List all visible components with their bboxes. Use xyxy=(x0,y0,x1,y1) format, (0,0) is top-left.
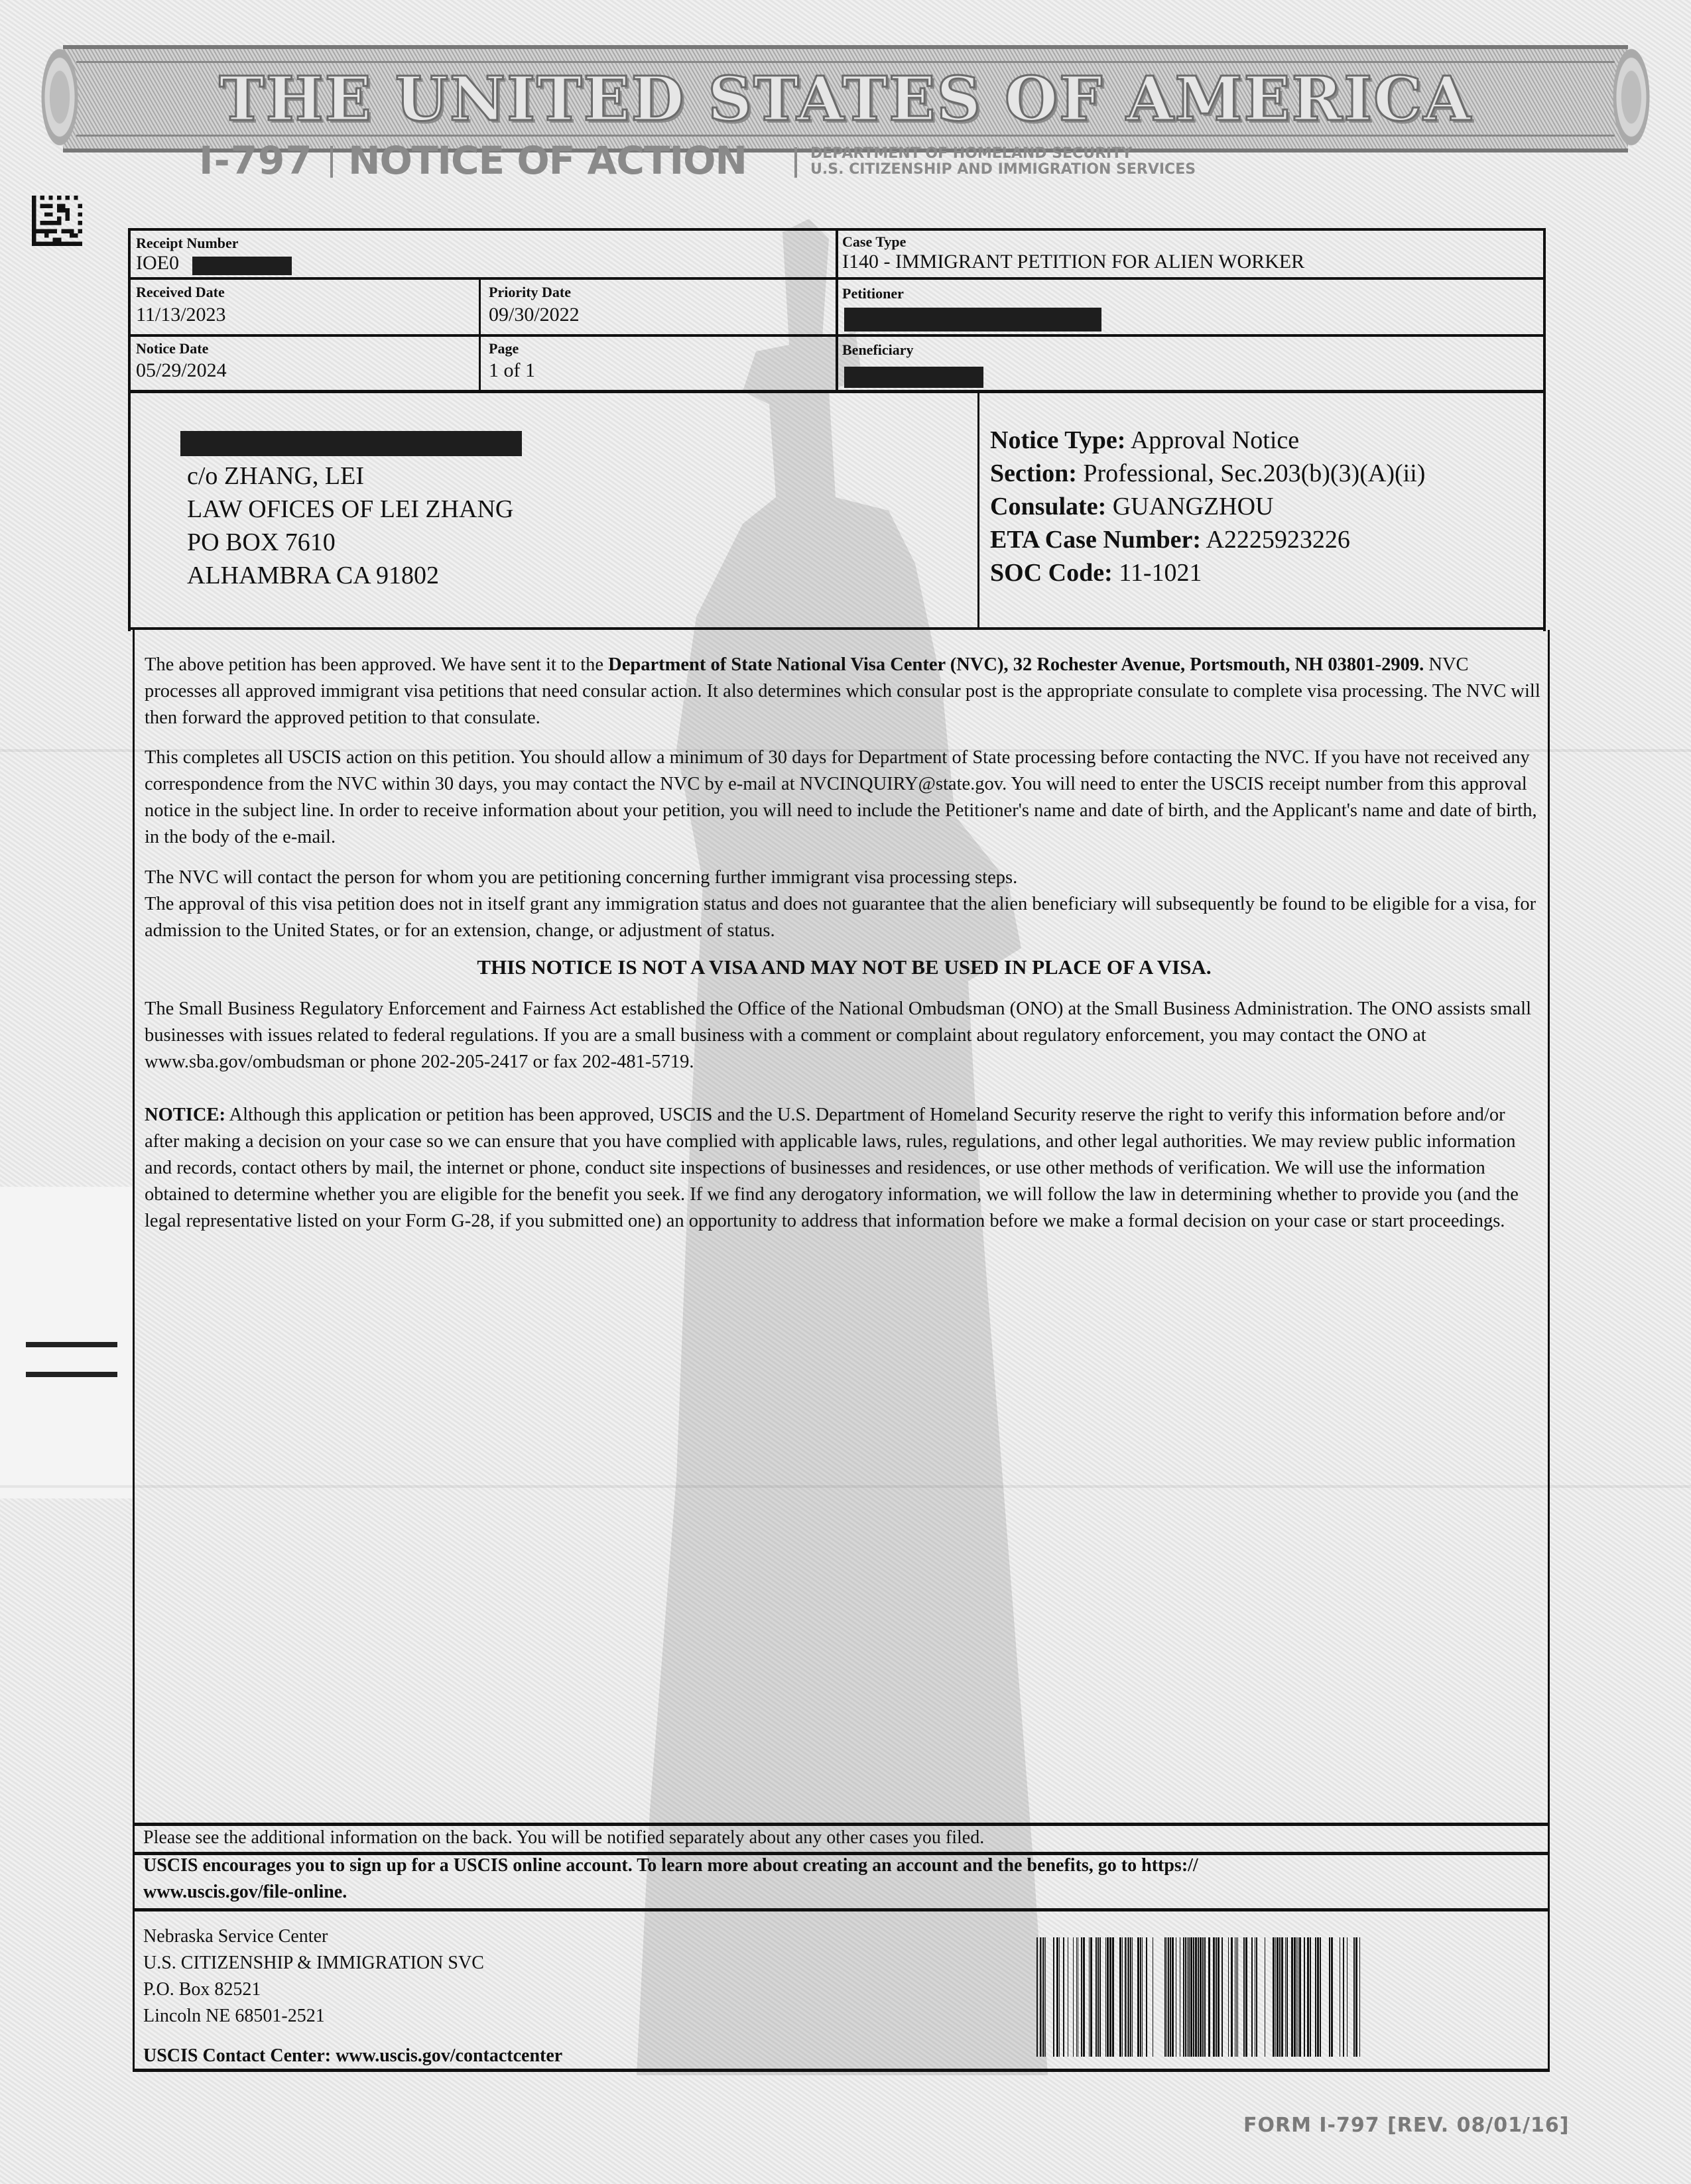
grid-border xyxy=(1543,393,1546,631)
grid-border xyxy=(977,393,979,629)
consulate-label: Consulate: xyxy=(990,493,1107,520)
paragraph-uscis-action xyxy=(145,745,1544,851)
datamatrix-code-icon xyxy=(32,196,82,246)
soc-code-value: 11-1021 xyxy=(1119,559,1202,587)
notice-type-label: Notice Type: xyxy=(990,426,1126,454)
text: The above petition has been approved. We have sent it to the xyxy=(145,654,609,675)
form-revision: FORM I-797 [REV. 08/01/16] xyxy=(1243,2114,1570,2137)
soc-code xyxy=(990,558,1202,587)
footer-border xyxy=(1548,1823,1550,2071)
grid-border xyxy=(479,277,481,393)
footer-border xyxy=(133,2069,1550,2072)
grid-border xyxy=(836,228,838,393)
contact-center-link[interactable]: USCIS Contact Center: www.uscis.gov/contactcenter xyxy=(143,2045,563,2066)
notice-title: NOTICE OF ACTION xyxy=(348,138,747,183)
banner-title: THE UNITED STATES OF AMERICA xyxy=(219,63,1472,135)
received-date-label: Received Date xyxy=(136,284,225,300)
text: Although this application or petition has been approved, USCIS and the U.S. Department of Homeland Security reserve the right to verify this information before and/or after making a decision on your case so we can ensure that you have complied with applicable laws, rules, regulations, and other legal authorities. We may review public information and records, contact others by mail, the internet or phone, conduct site inspections of businesses and residences, or use other methods of verification. We will use the information obtained to determine whether you are eligible for the benefit you seek. If we find any derogatory information, we will follow the law in determining whether to provide you (and the legal representative listed on your Form G-28, if you submitted one) an opportunity to address that information before we make a formal decision on your case or start proceedings. xyxy=(145,1105,1519,1231)
text: The NVC will contact the person for whom you are petitioning concerning further immigrant visa processing steps. xyxy=(145,867,1018,888)
body-border xyxy=(133,630,135,1823)
footer-border xyxy=(133,1823,135,2071)
redaction-bar xyxy=(180,431,522,456)
paragraph-ombudsman xyxy=(145,996,1544,1075)
case-type-value: I140 - IMMIGRANT PETITION FOR ALIEN WORKER xyxy=(842,251,1305,273)
paragraph-notice xyxy=(145,1102,1544,1235)
address-line: LAW OFICES OF LEI ZHANG xyxy=(187,495,514,523)
online-account-text: USCIS encourages you to sign up for a USCIS online account. To learn more about creating an account and the benefits, go to https:// xyxy=(143,1855,1198,1876)
address-line: ALHAMBRA CA 91802 xyxy=(187,562,440,589)
additional-info-text: Please see the additional information on the back. You will be notified separately about any other cases you filed. xyxy=(143,1827,985,1848)
service-center-agency: U.S. CITIZENSHIP & IMMIGRATION SVC xyxy=(143,1953,484,1973)
body-border xyxy=(1548,630,1550,1823)
fold-mark xyxy=(26,1372,117,1377)
text: The Small Business Regulatory Enforcement and Fairness Act established the Office of the National Ombudsman (ONO) at the Small Business Administration. The ONO assists small businesses with issues related to federal regulations. If you are a small business with a comment or complaint about regulatory enforcement, you may contact the ONO at www.sba.gov/ombudsman or phone 202-205-2417 or fax 202-481-5719. xyxy=(145,999,1531,1072)
banner-ornament-icon xyxy=(1608,36,1655,158)
paragraph-nvc-contact xyxy=(145,865,1544,944)
consulate xyxy=(990,492,1274,521)
petitioner-label: Petitioner xyxy=(842,285,904,302)
eta-case-number-value: A2225923226 xyxy=(1206,526,1350,554)
header-divider xyxy=(330,146,333,178)
page-label: Page xyxy=(489,340,519,357)
priority-date-value: 09/30/2022 xyxy=(489,304,580,326)
fold-mark xyxy=(26,1342,117,1347)
paragraph-approval xyxy=(145,652,1544,731)
text: The approval of this visa petition does not in itself grant any immigration status and does not guarantee that the alien beneficiary will subsequently be found to be eligible for a visa, for admission to the United States, or for an extension, change, or adjustment of status. xyxy=(145,894,1536,941)
notice-type xyxy=(990,426,1299,455)
barcode-icon xyxy=(1036,1937,1360,2057)
section-label: Section: xyxy=(990,459,1077,487)
grid-border xyxy=(128,393,131,631)
grid-border xyxy=(128,627,1546,630)
header-divider xyxy=(794,147,797,178)
eta-case-number-label: ETA Case Number: xyxy=(990,526,1202,554)
form-number: I-797 xyxy=(199,138,313,183)
service-center-box: P.O. Box 82521 xyxy=(143,1979,261,2000)
redaction-bar xyxy=(192,257,292,275)
receipt-number-value: IOE0 xyxy=(136,252,179,274)
soc-code-label: SOC Code: xyxy=(990,559,1113,587)
notice-date-value: 05/29/2024 xyxy=(136,359,227,381)
footer-border xyxy=(133,1823,1550,1826)
banner-ornament-icon xyxy=(36,36,83,158)
service-center-name: Nebraska Service Center xyxy=(143,1926,328,1947)
consulate-value: GUANGZHOU xyxy=(1112,493,1274,520)
priority-date-label: Priority Date xyxy=(489,284,571,300)
service-center-city: Lincoln NE 68501-2521 xyxy=(143,2006,325,2026)
department-name xyxy=(810,146,1196,178)
section xyxy=(990,459,1425,488)
page-value: 1 of 1 xyxy=(489,359,535,381)
case-type-label: Case Type xyxy=(842,233,907,250)
notice-date-label: Notice Date xyxy=(136,340,209,357)
receipt-number-label: Receipt Number xyxy=(136,235,239,251)
text: NVC processes all approved immigrant visa petitions that need consular action. It also determines which consular post is the appropriate consulate to complete visa processing. The NVC will then forward the approved petition to that consulate. xyxy=(145,654,1540,728)
address-line: PO BOX 7610 xyxy=(187,528,336,556)
redaction-bar xyxy=(844,367,983,388)
section-value: Professional, Sec.203(b)(3)(A)(ii) xyxy=(1083,459,1426,487)
received-date-value: 11/13/2023 xyxy=(136,304,226,326)
redaction-bar xyxy=(844,308,1101,332)
text: This completes all USCIS action on this petition. You should allow a minimum of 30 days for Department of State processing before contacting the NVC. If you have not received any correspondence from the NVC within 30 days, you may contact the NVC by e-mail at NVCINQUIRY@state.gov. You will need to enter the USCIS receipt number from this approval notice in the subject line. In order to receive information about your petition, you will need to include the Petitioner's name and date of birth, and the Applicant's name and date of birth, in the body of the e-mail. xyxy=(145,747,1537,847)
department-line: DEPARTMENT OF HOMELAND SECURITY xyxy=(810,145,1133,162)
nvc-address: Department of State National Visa Center (NVC), 32 Rochester Avenue, Portsmouth, NH 03801-2909. xyxy=(608,654,1424,675)
eta-case-number xyxy=(990,525,1350,554)
footer-border xyxy=(133,1908,1550,1911)
notice-type-value: Approval Notice xyxy=(1130,426,1300,454)
banner xyxy=(63,45,1628,152)
beneficiary-label: Beneficiary xyxy=(842,341,914,358)
notice-label: NOTICE: xyxy=(145,1105,225,1125)
file-online-link[interactable]: www.uscis.gov/file-online. xyxy=(143,1882,347,1902)
address-line: c/o ZHANG, LEI xyxy=(187,462,364,490)
not-a-visa-warning: THIS NOTICE IS NOT A VISA AND MAY NOT BE USED IN PLACE OF A VISA. xyxy=(477,955,1212,979)
agency-line: U.S. CITIZENSHIP AND IMMIGRATION SERVICES xyxy=(810,161,1196,178)
